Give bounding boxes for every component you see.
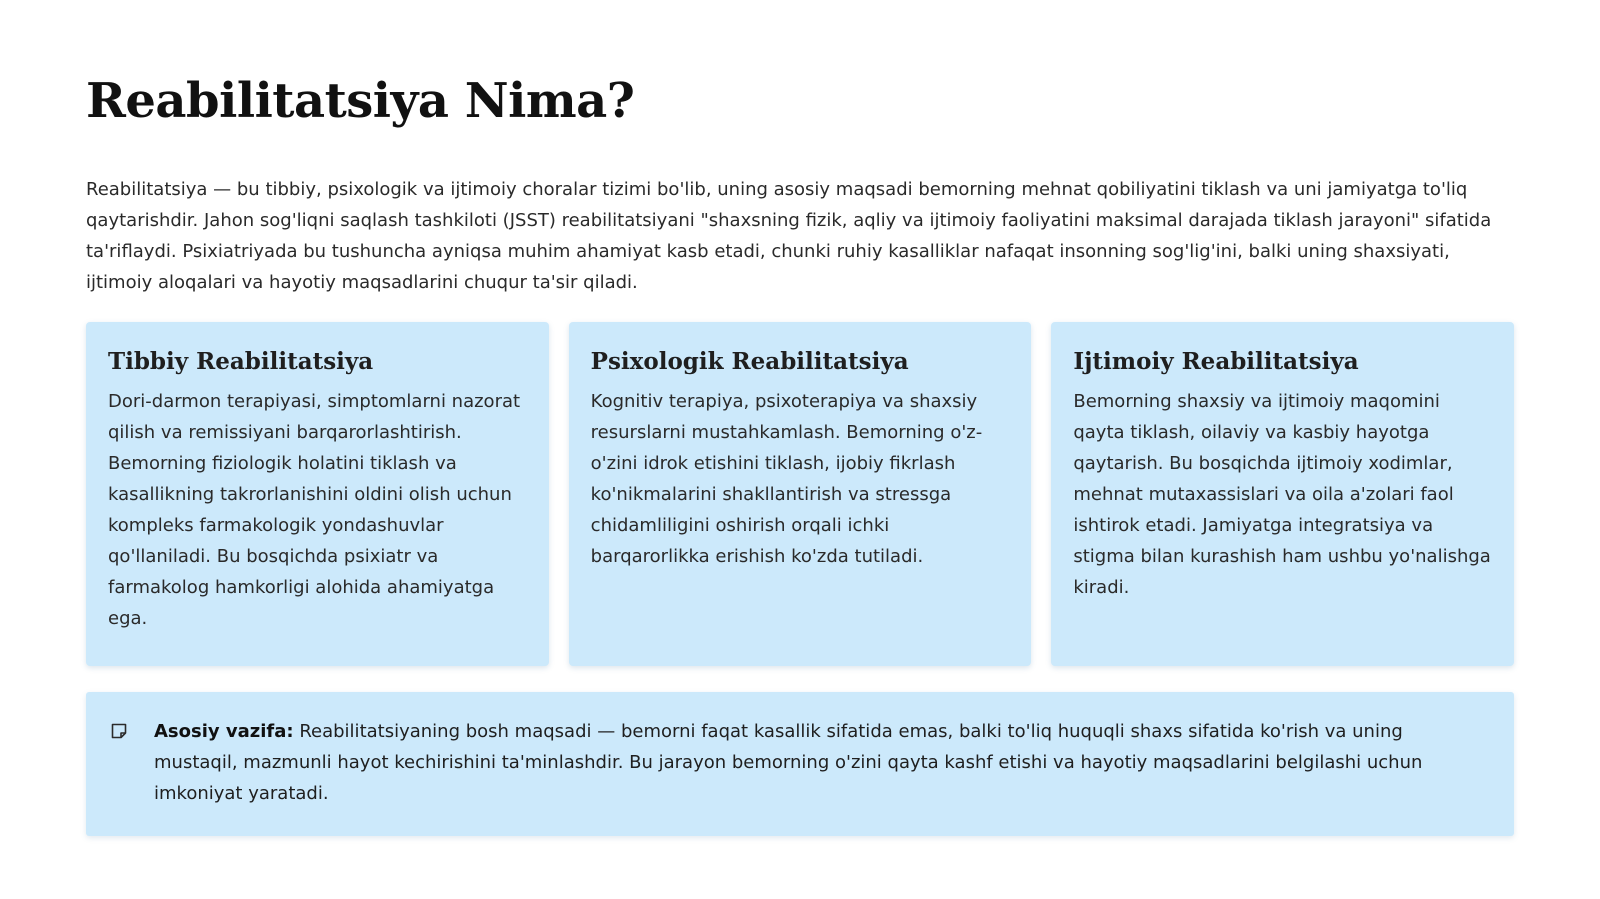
card-row [86,322,1514,666]
card-medical-rehabilitation [86,322,549,666]
callout-body: Reabilitatsiyaning bosh maqsadi — bemorni faqat kasallik sifatida emas, balki to'liq huquqli shaxs sifatida ko'rish va uning mustaqil, mazmunli hayot kechirishini ta'minlashdir. Bu jarayon bemorning o'zini qayta kashf etishi va hayotiy maqsadlarini belgilashi uchun imkoniyat yaratadi. [154,721,1423,804]
intro-paragraph: Reabilitatsiya — bu tibbiy, psixologik va ijtimoiy choralar tizimi bo'lib, uning asosiy maqsadi bemorning mehnat qobiliyatini tiklash va uni jamiyatga to'liq qaytarishdir. Jahon sog'liqni saqlash tashkiloti (JSST) reabilitatsiyani "shaxsning fizik, aqliy va ijtimoiy faoliyatini maksimal darajada tiklash jarayoni" sifatida ta'riflaydi. Psixiatriyada bu tushuncha ayniqsa muhim ahamiyat kasb etadi, chunki ruhiy kasalliklar nafaqat insonning sog'lig'ini, balki uning shaxsiyati, ijtimoiy aloqalari va hayotiy maqsadlarini chuqur ta'sir qiladi. [86,179,1492,293]
callout-label: Asosiy vazifa: [154,721,294,742]
card-text: Dori-darmon terapiyasi, simptomlarni nazorat qilish va remissiyani barqarorlashtirish. Bemorning fiziologik holatini tiklash va kasallikning takrorlanishini oldini olish uchun kompleks farmakologik yondashuvlar qo'llaniladi. Bu bosqichda psixiatr va farmakolog hamkorligi alohida ahamiyatga ega. [108,391,521,629]
card-text: Bemorning shaxsiy va ijtimoiy maqomini qayta tiklash, oilaviy va kasbiy hayotga qaytarish. Bu bosqichda ijtimoiy xodimlar, mehnat mutaxassislari va oila a'zolari faol ishtirok etadi. Jamiyatga integratsiya va stigma bilan kurashish ham ushbu yo'nalishga kiradi. [1073,391,1491,598]
callout-text [154,716,1474,809]
card-psychological-rehabilitation [569,322,1032,666]
card-title: Tibbiy Reabilitatsiya [108,348,374,375]
card-social-rehabilitation [1051,322,1514,666]
card-title: Ijtimoiy Reabilitatsiya [1073,348,1359,375]
card-text: Kognitiv terapiya, psixoterapiya va shaxsiy resurslarni mustahkamlash. Bemorning o'z-o'zini idrok etishini tiklash, ijobiy fikrlash ko'nikmalarini shakllantirish va stressga chidamliligini oshirish orqali ichki barqarorlikka erishish ko'zda tutiladi. [590,391,983,567]
note-icon [110,722,128,740]
key-task-callout [86,692,1514,836]
page-title: Reabilitatsiya Nima? [86,73,635,129]
card-title: Psixologik Reabilitatsiya [590,348,909,375]
